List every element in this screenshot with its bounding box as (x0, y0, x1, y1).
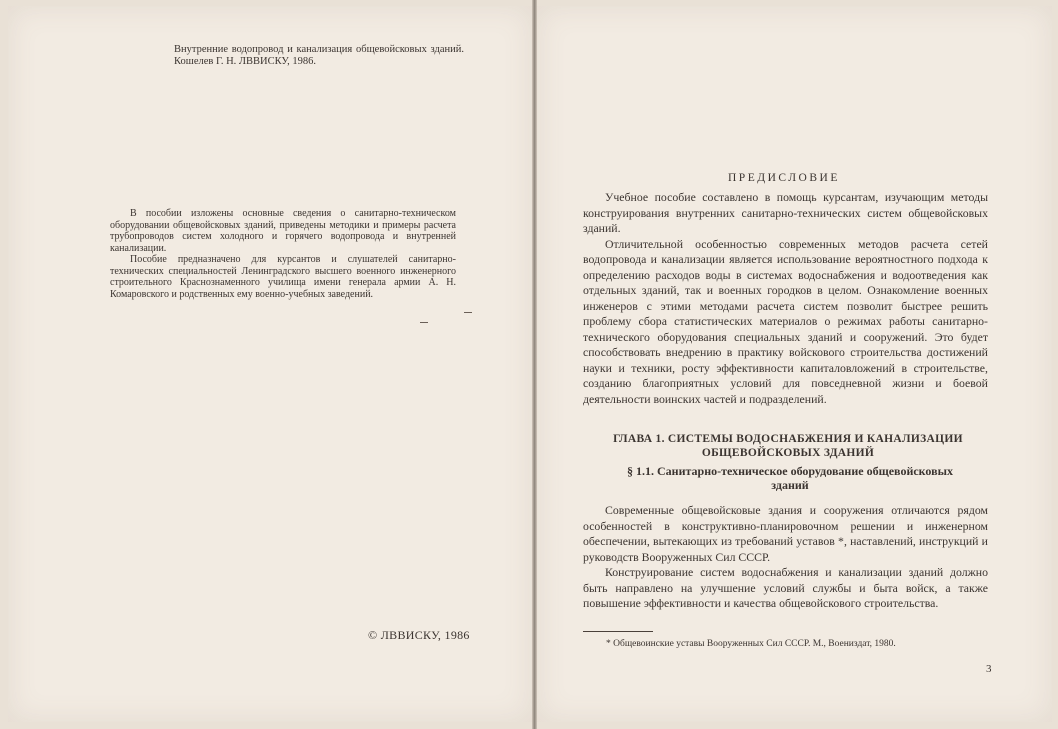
abstract (110, 208, 456, 300)
section-paragraph: Конструирование систем водоснабжения и канализации зданий должно быть направлено на улучшение условий службы и быта войск, а также повышение эффективности и качества общевойскового строительства. (583, 565, 988, 610)
footnote: * Общевоинские уставы Вооруженных Сил СССР. М., Воениздат, 1980. (606, 639, 896, 649)
preface-text (583, 190, 988, 407)
bibliographic-record: Внутренние водопровод и канализация общевойсковых зданий. Кошелев Г. Н. ЛВВИСКУ, 1986. (174, 44, 464, 67)
print-mark (420, 322, 428, 323)
section-text (583, 503, 988, 612)
left-page (8, 6, 532, 722)
section-heading: § 1.1. Санитарно-техническое оборудование общевойсковых зданий (627, 464, 953, 492)
preface-paragraph: Отличительной особенностью современных методов расчета сетей водопровода и канализации является использование вероятностного подхода к определению расходов воды в системах водоснабжения и водоотведения как отдельных зданий, так и военных городков в целом. Ознакомление военных инженеров с этими методами расчета систем позволит быстрее решить проблему сбора статистических материалов о режимах работы санитарно-технического оборудования специальных зданий и сооружений. Это будет способствовать внедрению в практику войскового строительства достижений науки и техники, росту эффективности капиталовложений в строительстве, созданию благоприятных условий для повседневной жизни и боевой деятельности воинских частей и подразделений. (583, 236, 988, 406)
preface-title: ПРЕДИСЛОВИЕ (728, 172, 840, 184)
print-mark (464, 312, 472, 313)
section-paragraph: Современные общевойсковые здания и сооружения отличаются рядом особенностей в конструктивно-планировочном решении и инженерном обеспечении, вытекающих из требований уставов *, наставлений, инструкций и руководств Вооруженных Сил СССР. (583, 503, 988, 564)
copyright-notice: © ЛВВИСКУ, 1986 (368, 628, 470, 642)
chapter-heading: ГЛАВА 1. СИСТЕМЫ ВОДОСНАБЖЕНИЯ И КАНАЛИЗАЦИИ ОБЩЕВОЙСКОВЫХ ЗДАНИЙ (613, 433, 963, 459)
abstract-paragraph: В пособии изложены основные сведения о санитарно-техническом оборудовании общевойсковых зданий, приведены методики и примеры расчета трубопроводов систем холодного и горячего водопровода и внутренней канализации. (110, 208, 456, 254)
preface-paragraph: Учебное пособие составлено в помощь курсантам, изучающим методы конструирования внутренних санитарно-технических систем общевойсковых зданий. (583, 190, 988, 235)
abstract-paragraph: Пособие предназначено для курсантов и слушателей санитарно-технических специальностей Ленинградского высшего военного инженерного строительного Краснознаменного училища имени генерала армии А. Н. Комаровского и родственных ему военно-учебных заведений. (110, 254, 456, 300)
book-fold (532, 0, 537, 729)
page-number: 3 (986, 663, 992, 675)
footnote-rule (583, 631, 653, 632)
